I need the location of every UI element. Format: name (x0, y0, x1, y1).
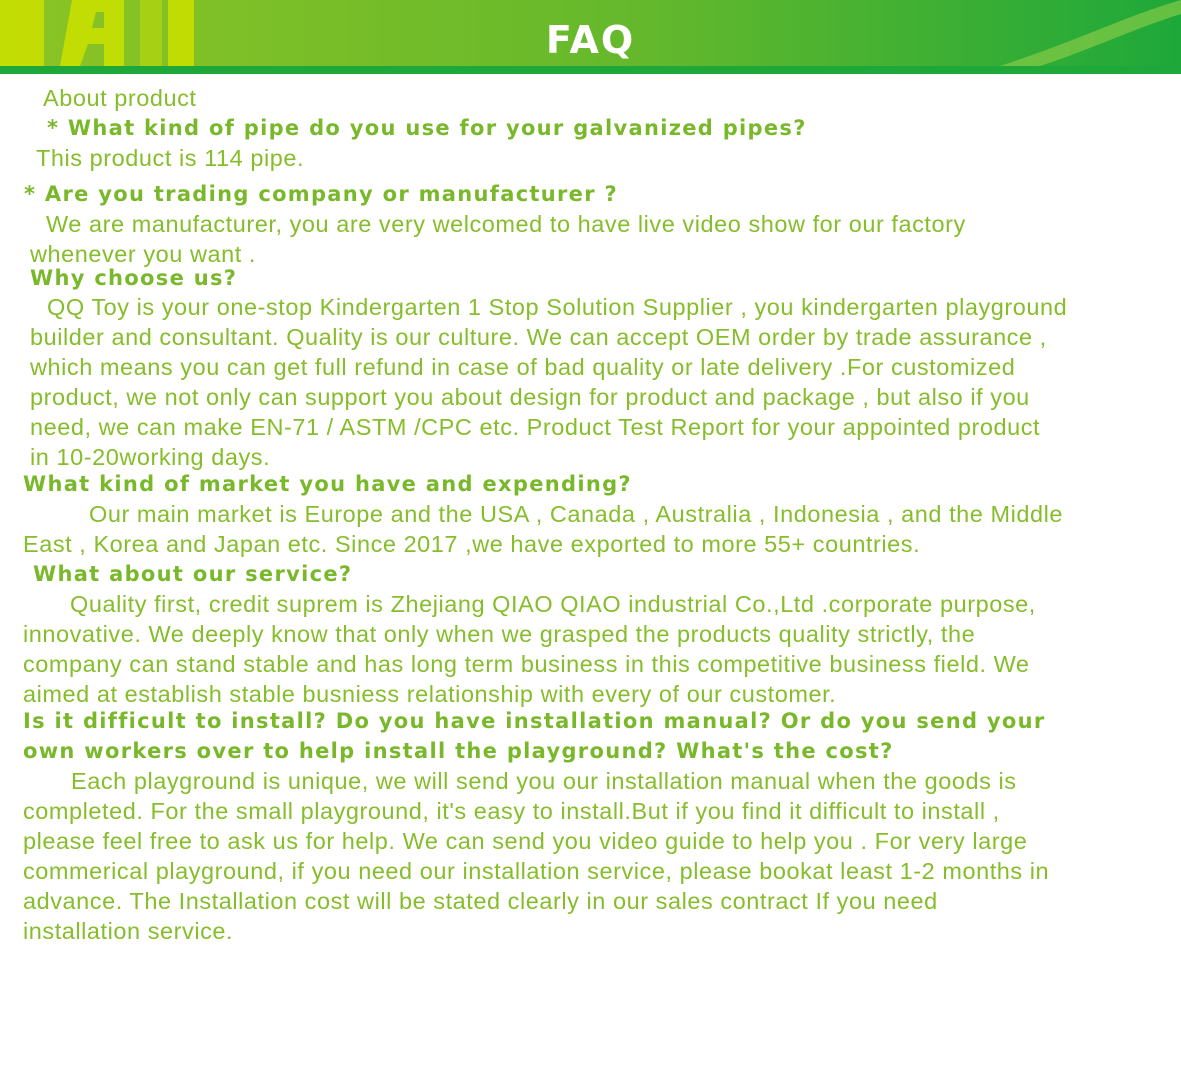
faq-answer-line: QQ Toy is your one-stop Kindergarten 1 Stop Solution Supplier , you kindergarten playground (47, 294, 1068, 320)
faq-question-market: What kind of market you have and expending? (23, 472, 632, 496)
faq-answer-line: advance. The Installation cost will be stated clearly in our sales contract If you need (23, 888, 938, 914)
faq-question-installation: own workers over to help install the playground? What's the cost? (23, 739, 894, 763)
faq-answer-line: East , Korea and Japan etc. Since 2017 ,we have exported to more 55+ countries. (23, 531, 921, 557)
faq-answer-line: Quality first, credit suprem is Zhejiang QIAO QIAO industrial Co.,Ltd .corporate purpose, (70, 591, 1036, 617)
faq-question-why-choose-us: Why choose us? (30, 266, 238, 290)
faq-answer-line: installation service. (23, 918, 234, 944)
faq-answer-line: which means you can get full refund in case of bad quality or late delivery .For customized (30, 354, 1016, 380)
faq-answer-line: Each playground is unique, we will send you our installation manual when the goods is (71, 768, 1017, 794)
faq-answer-line: commerical playground, if you need our installation service, please bookat least 1-2 months in (23, 858, 1050, 884)
faq-answer-line: aimed at establish stable busniess relationship with every of our customer. (23, 681, 837, 707)
faq-answer-line: We are manufacturer, you are very welcomed to have live video show for our factory (46, 211, 966, 237)
faq-question-installation: Is it difficult to install? Do you have installation manual? Or do you send your (23, 709, 1046, 733)
faq-answer-line: builder and consultant. Quality is our culture. We can accept OEM order by trade assurance , (30, 324, 1047, 350)
faq-answer-line: in 10-20working days. (30, 444, 271, 470)
section-label-about-product: About product (43, 85, 197, 111)
page-title: FAQ (545, 18, 636, 62)
faq-answer-line: innovative. We deeply know that only when we grasped the products quality strictly, the (23, 621, 976, 647)
faq-answer-line: completed. For the small playground, it's easy to install.But if you find it difficult to install , (23, 798, 1000, 824)
faq-answer-pipe: This product is 114 pipe. (36, 145, 305, 171)
faq-question-trading-or-manufacturer: * Are you trading company or manufacturer ? (24, 182, 618, 206)
faq-answer-line: company can stand stable and has long term business in this competitive business field. We (23, 651, 1030, 677)
faq-question-pipe: * What kind of pipe do you use for your galvanized pipes? (47, 116, 807, 140)
faq-question-service: What about our service? (33, 562, 353, 586)
faq-answer-line: Our main market is Europe and the USA , Canada , Australia , Indonesia , and the Middle (89, 501, 1064, 527)
faq-answer-line: need, we can make EN-71 / ASTM /CPC etc. Product Test Report for your appointed product (30, 414, 1041, 440)
faq-banner (0, 0, 1181, 74)
faq-answer-line: please feel free to ask us for help. We can send you video guide to help you . For very large (23, 828, 1028, 854)
faq-answer-line: product, we not only can support you about design for product and package , but also if you (30, 384, 1030, 410)
faq-answer-line: whenever you want . (30, 241, 256, 267)
